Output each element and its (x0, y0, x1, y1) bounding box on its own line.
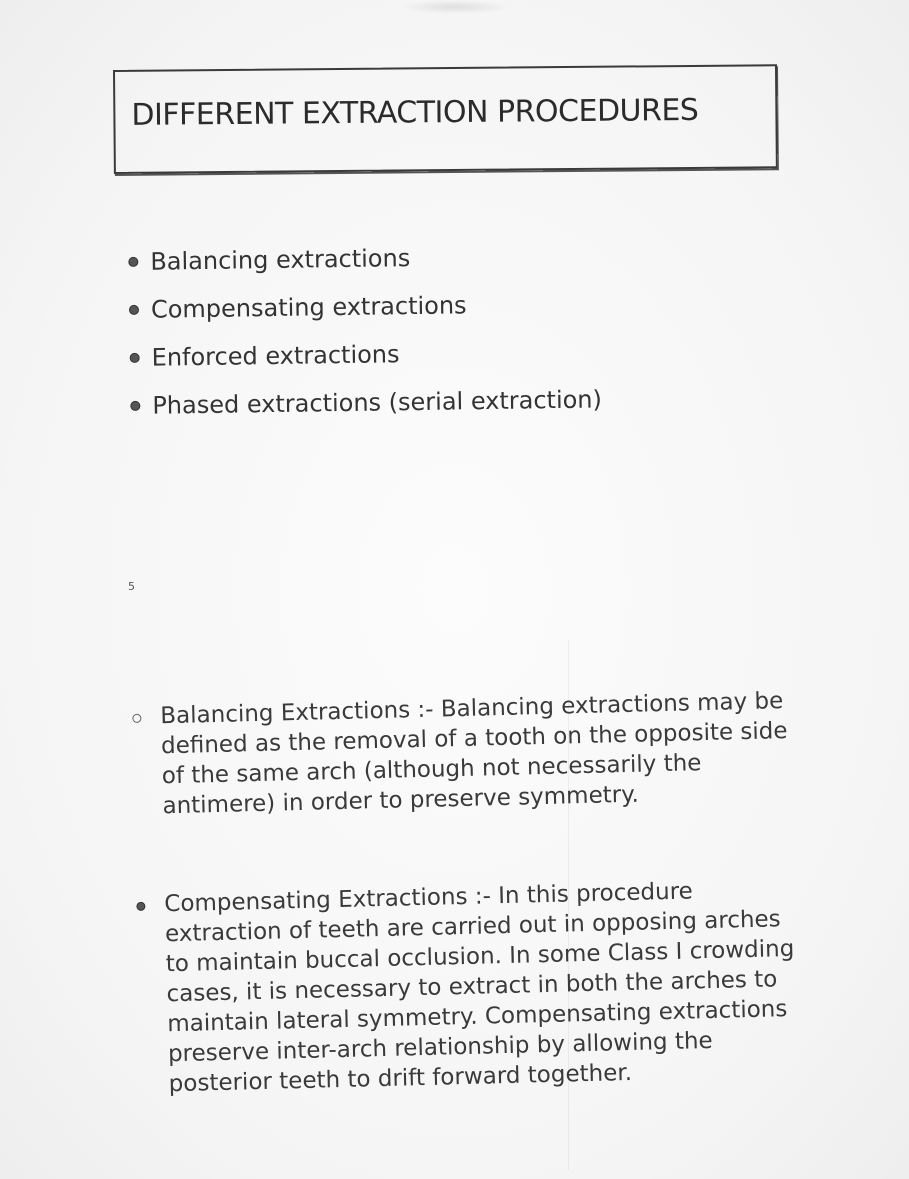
bullet-icon (128, 257, 138, 267)
list-item (128, 231, 600, 286)
balancing-extractions-text: Balancing Extractions :- Balancing extractions may be defined as the removal of a tooth on the opposite side of the same arch (although not necessarily the antimere) in order to preserve symmetry. (160, 688, 788, 820)
bullet-icon (129, 305, 139, 315)
procedure-list (128, 231, 602, 430)
bullet-icon (132, 714, 141, 723)
list-item-label: Phased extractions (serial extraction) (152, 385, 603, 420)
compensating-extractions-text: Compensating Extractions :- In this procedure extraction of teeth are carried out in opposing arches to maintain buccal occlusion. In some Class I crowding cases, it is necessary to extract in both the arches to maintain lateral symmetry. Compensating extractions preserve inter-arch relationship by allowing the posterior teeth to drift forward together. (164, 878, 795, 1098)
scan-smudge (400, 0, 510, 14)
page-number: 5 (128, 580, 135, 593)
list-item-label: Enforced extractions (151, 340, 400, 372)
bullet-icon (136, 902, 145, 911)
list-item (130, 375, 602, 430)
page-title: DIFFERENT EXTRACTION PROCEDURES (131, 92, 699, 133)
title-box (113, 64, 778, 174)
list-item-label: Compensating extractions (150, 291, 467, 324)
bullet-icon (130, 401, 140, 411)
balancing-extractions-section (132, 686, 795, 822)
compensating-extractions-section (136, 874, 801, 1100)
list-item (129, 327, 601, 382)
bullet-icon (130, 353, 140, 363)
list-item-label: Balancing extractions (150, 244, 411, 276)
list-item (129, 279, 601, 334)
